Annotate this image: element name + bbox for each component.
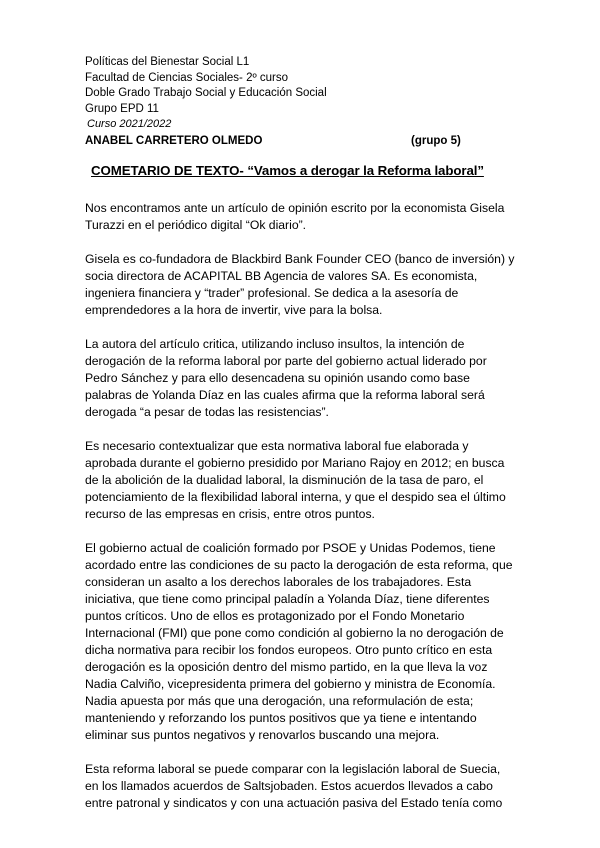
paragraph bbox=[85, 336, 530, 421]
paragraph bbox=[85, 438, 530, 523]
document-title: COMETARIO DE TEXTO- “Vamos a derogar la Reforma laboral” bbox=[91, 163, 484, 178]
paragraph-line: Nos encontramos ante un artículo de opinión escrito por la economista Gisela bbox=[85, 201, 505, 215]
paragraph-line: Nadia apuesta por más que una derogación, una reformulación de esta; bbox=[85, 694, 474, 708]
header-line-degree: Doble Grado Trabajo Social y Educación Social bbox=[85, 87, 327, 99]
paragraph-line: acordado entre las condiciones de su pacto la derogación de esta reforma, que bbox=[85, 558, 513, 572]
author-group: (grupo 5) bbox=[411, 134, 461, 147]
header-line-group: Grupo EPD 11 bbox=[85, 102, 159, 115]
paragraph-line: dicha normativa para recibir los fondos europeos. Otro punto crítico en esta bbox=[85, 643, 493, 657]
author-row bbox=[85, 133, 525, 150]
paragraph-line: iniciativa, que tiene como principal paladín a Yolanda Díaz, tiene diferentes bbox=[85, 592, 490, 606]
paragraph-line: derogada “a pesar de todas las resistencias”. bbox=[85, 405, 329, 419]
paragraph-line: recurso de las empresas en crisis, entre otros puntos. bbox=[85, 507, 375, 521]
paragraph-line: en los llamados acuerdos de Saltsjobaden. Estos acuerdos llevados a cabo bbox=[85, 779, 493, 793]
paragraph-line: derogación es la oposición dentro del mismo partido, en la que lleva la voz bbox=[85, 660, 488, 674]
paragraph-line: La autora del artículo critica, utilizando incluso insultos, la intención de bbox=[85, 337, 465, 351]
paragraph-line: Gisela es co-fundadora de Blackbird Bank Founder CEO (banco de inversión) y bbox=[85, 252, 515, 266]
paragraph-line: Pedro Sánchez y para ello desencadena su opinión usando como base bbox=[85, 371, 470, 385]
header-line-faculty: Facultad de Ciencias Sociales- 2º curso bbox=[85, 71, 288, 84]
paragraph-line: puntos críticos. Uno de ellos es protagonizado por el Fondo Monetario bbox=[85, 609, 465, 623]
paragraph-line: consideran un asalto a los derechos laborales de los trabajadores. Esta bbox=[85, 575, 472, 589]
paragraph-line: derogación de la reforma laboral por parte del gobierno actual liderado por bbox=[85, 354, 487, 368]
paragraph bbox=[85, 200, 530, 234]
author-name: ANABEL CARRETERO OLMEDO bbox=[85, 134, 263, 147]
paragraph bbox=[85, 251, 530, 319]
header-course-year: Curso 2021/2022 bbox=[87, 118, 172, 130]
paragraph-line: Internacional (FMI) que pone como condición al gobierno la no derogación de bbox=[85, 626, 504, 640]
paragraph-line: potenciamiento de la flexibilidad laboral interna, y que el despido sea el último bbox=[85, 490, 506, 504]
document-body bbox=[85, 200, 530, 829]
paragraph-line: eliminar sus puntos negativos y renovarlos buscando una mejora. bbox=[85, 728, 440, 742]
paragraph-line: Turazzi en el periódico digital “Ok diario”. bbox=[85, 218, 307, 232]
paragraph-line: Nadia Calviño, vicepresidenta primera del gobierno y ministra de Economía. bbox=[85, 677, 496, 691]
paragraph-line: manteniendo y reforzando los puntos positivos que ya tiene e intentando bbox=[85, 711, 477, 725]
paragraph bbox=[85, 540, 530, 744]
paragraph-line: aprobada durante el gobierno presidido por Mariano Rajoy en 2012; en busca bbox=[85, 456, 505, 470]
paragraph-line: El gobierno actual de coalición formado por PSOE y Unidas Podemos, tiene bbox=[85, 541, 496, 555]
paragraph-line: socia directora de ACAPITAL BB Agencia de valores SA. Es economista, bbox=[85, 269, 478, 283]
paragraph-line: emprendedores a la hora de invertir, vive para la bolsa. bbox=[85, 303, 383, 317]
header-line-subject: Políticas del Bienestar Social L1 bbox=[85, 56, 250, 68]
document-header bbox=[85, 55, 525, 150]
paragraph bbox=[85, 761, 530, 812]
paragraph-line: Es necesario contextualizar que esta normativa laboral fue elaborada y bbox=[85, 439, 469, 453]
paragraph-line: ingeniera financiera y “trader” profesional. Se dedica a la asesoría de bbox=[85, 286, 459, 300]
paragraph-line: palabras de Yolanda Díaz en las cuales afirma que la reforma laboral será bbox=[85, 388, 485, 402]
paragraph-line: Esta reforma laboral se puede comparar con la legislación laboral de Suecia, bbox=[85, 762, 501, 776]
paragraph-line: de la abolición de la dualidad laboral, la disminución de la tasa de paro, el bbox=[85, 473, 484, 487]
paragraph-line: entre patronal y sindicatos y con una actuación pasiva del Estado tenía como bbox=[85, 796, 503, 810]
